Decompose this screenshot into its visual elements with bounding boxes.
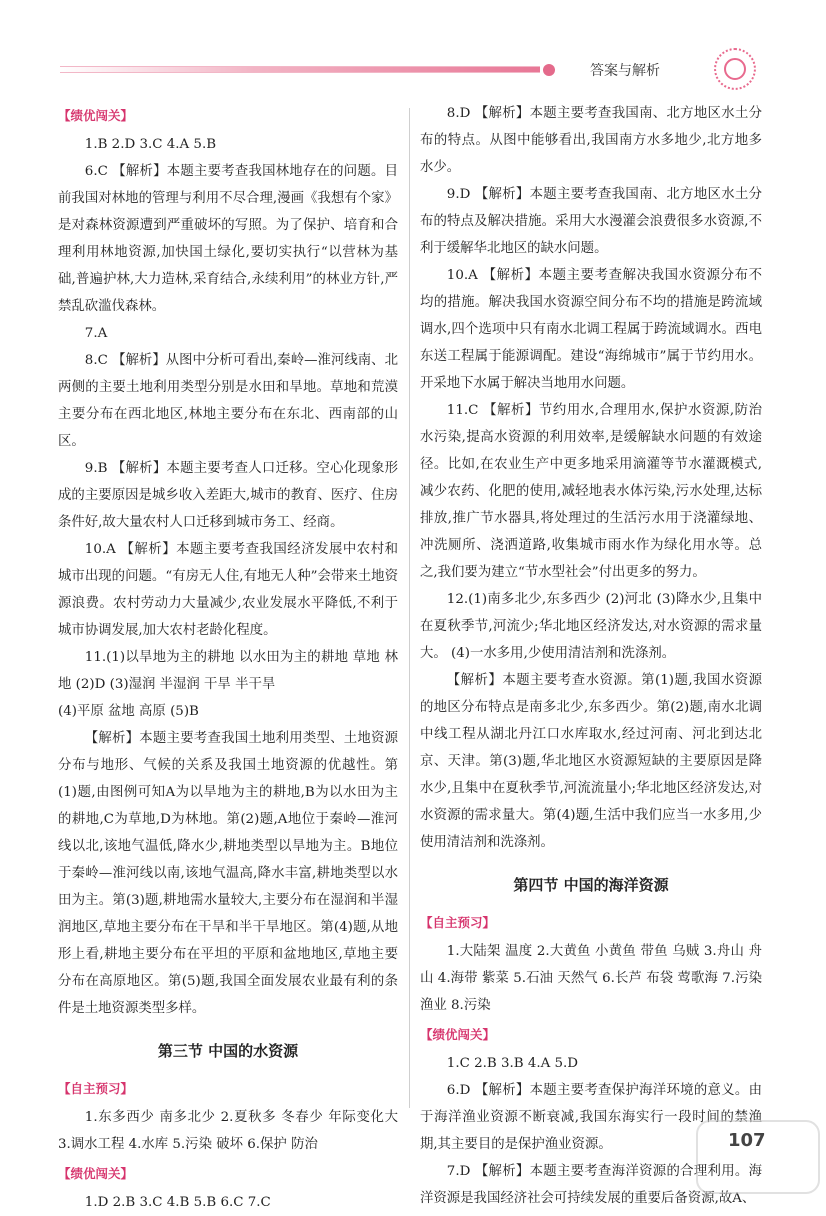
answer-paragraph: 1.东多西少 南多北少 2.夏秋多 冬春少 年际变化大 3.调水工程 4.水库 5.污染 破坏 6.保护 防治 [58, 1110, 398, 1152]
section-tag: 【绩优闯关】 [420, 1027, 496, 1042]
header-title: 答案与解析 [590, 63, 660, 79]
flower-logo-icon [714, 48, 756, 90]
answer-paragraph: 9.D 【解析】本题主要考查我国南、北方地区水土分布的特点及解决措施。采用大水漫灌会浪费很多水资源,不利于缓解华北地区的缺水问题。 [420, 187, 762, 256]
column-divider [409, 108, 410, 1108]
section-tag: 【绩优闯关】 [58, 1166, 134, 1181]
section-tag: 【自主预习】 [58, 1081, 134, 1096]
section-tag: 【绩优闯关】 [58, 108, 134, 123]
answer-paragraph: 12.(1)南多北少,东多西少 (2)河北 (3)降水少,且集中在夏秋季节,河流少;华北地区经济发达,对水资源的需求量大。 (4)一水多用,少使用清洁剂和洗涤剂。 [420, 592, 762, 661]
answer-paragraph: 10.A 【解析】本题主要考查我国经济发展中农村和城市出现的问题。“有房无人住,有地无人种”会带来土地资源浪费。农村劳动力大量减少,农业发展水平降低,不利于城市协调发展,加大农村老龄化程度。 [58, 542, 398, 638]
answer-paragraph: 6.C 【解析】本题主要考查我国林地存在的问题。目前我国对林地的管理与利用不尽合理,漫画《我想有个家》是对森林资源遭到严重破坏的写照。为了保护、培育和合理利用林地资源,加快国土绿化,要切实执行“以营林为基础,普遍护林,大力造林,采育结合,永续利用”的林业方针,严禁乱砍滥伐森林。 [58, 164, 398, 314]
page-number: 107 [728, 1130, 766, 1151]
answer-paragraph: 11.C 【解析】节约用水,合理用水,保护水资源,防治水污染,提高水资源的利用效率,是缓解缺水问题的有效途径。比如,在农业生产中更多地采用滴灌等节水灌溉模式,减少农药、化肥的使用,减轻地表水体污染,污水处理,达标排放,推广节水器具,将处理过的生活污水用于浇灌绿地、冲洗厕所、浇洒道路,收集城市雨水作为绿化用水等。总之,我们要为建立“节水型社会”付出更多的努力。 [420, 403, 762, 580]
answer-paragraph: 1.大陆架 温度 2.大黄鱼 小黄鱼 带鱼 乌贼 3.舟山 舟山 4.海带 紫菜 5.石油 天然气 6.长芦 布袋 莺歌海 7.污染 渔业 8.污染 [420, 944, 762, 1013]
left-column [58, 100, 398, 1216]
answer-paragraph: 8.C 【解析】从图中分析可看出,秦岭—淮河线南、北两侧的主要土地利用类型分别是水田和旱地。草地和荒漠主要分布在西北地区,林地主要分布在东北、西南部的山区。 [58, 353, 398, 449]
answer-line: (4)平原 盆地 高原 (5)B [58, 704, 199, 719]
answer-paragraph: 8.D 【解析】本题主要考查我国南、北方地区水土分布的特点。从图中能够看出,我国南方水多地少,北方地多水少。 [420, 106, 762, 175]
answer-paragraph: 6.D 【解析】本题主要考查保护海洋环境的意义。由于海洋渔业资源不断衰减,我国东海实行一段时间的禁渔期,其主要目的是保护渔业资源。 [420, 1083, 762, 1152]
header-rule [60, 66, 540, 73]
answer-paragraph: 【解析】本题主要考查我国土地利用类型、土地资源分布与地形、气候的关系及我国土地资源的优越性。第(1)题,由图例可知A为以旱地为主的耕地,B为以水田为主的耕地,C为草地,D为林地。第(2)题,A地位于秦岭—淮河线以北,该地气温低,降水少,耕地类型以旱地为主。B地位于秦岭—淮河线以南,该地气温高,降水丰富,耕地类型以水田为主。第(3)题,耕地需水量较大,主要分布在湿润和半湿润地区,草地主要分布在干旱和半干旱地区。第(4)题,从地形上看,耕地主要分布在平坦的平原和盆地地区,草地主要分布在高原地区。第(5)题,我国全面发展农业最有利的条件是土地资源类型多样。 [58, 731, 398, 1016]
section-title: 第四节 中国的海洋资源 [513, 876, 669, 894]
right-column [420, 100, 762, 1212]
answer-line: 1.D 2.B 3.C 4.B 5.B 6.C 7.C [84, 1195, 271, 1210]
answer-line: 1.B 2.D 3.C 4.A 5.B [84, 137, 217, 152]
answer-line: 1.C 2.B 3.B 4.A 5.D [446, 1056, 579, 1071]
header-dot [543, 64, 555, 76]
section-tag: 【自主预习】 [420, 915, 496, 930]
answer-paragraph: 10.A 【解析】本题主要考查解决我国水资源分布不均的措施。解决我国水资源空间分布不均的措施是跨流域调水,四个选项中只有南水北调工程属于跨流域调水。西电东送工程属于能源调配。建设“海绵城市”属于节约用水。开采地下水属于解决当地用水问题。 [420, 268, 762, 391]
answer-line: 7.A [84, 326, 108, 341]
answer-paragraph: 【解析】本题主要考查水资源。第(1)题,我国水资源的地区分布特点是南多北少,东多西少。第(2)题,南水北调中线工程从湖北丹江口水库取水,经过河南、河北到达北京、天津。第(3)题,华北地区水资源短缺的主要原因是降水少,且集中在夏秋季节,河流流量小;华北地区经济发达,对水资源的需求量大。第(4)题,生活中我们应当一水多用,少使用清洁剂和洗涤剂。 [420, 673, 762, 850]
answer-paragraph: 7.D 【解析】本题主要考查海洋资源的合理利用。海洋资源是我国经济社会可持续发展的重要后备资源,故A、 [420, 1164, 762, 1206]
answer-paragraph: 9.B 【解析】本题主要考查人口迁移。空心化现象形成的主要原因是城乡收入差距大,城市的教育、医疗、住房条件好,故大量农村人口迁移到城市务工、经商。 [58, 461, 398, 530]
answer-paragraph: 11.(1)以旱地为主的耕地 以水田为主的耕地 草地 林地 (2)D (3)湿润 半湿润 干旱 半干旱 [58, 650, 398, 692]
section-title: 第三节 中国的水资源 [157, 1042, 299, 1060]
